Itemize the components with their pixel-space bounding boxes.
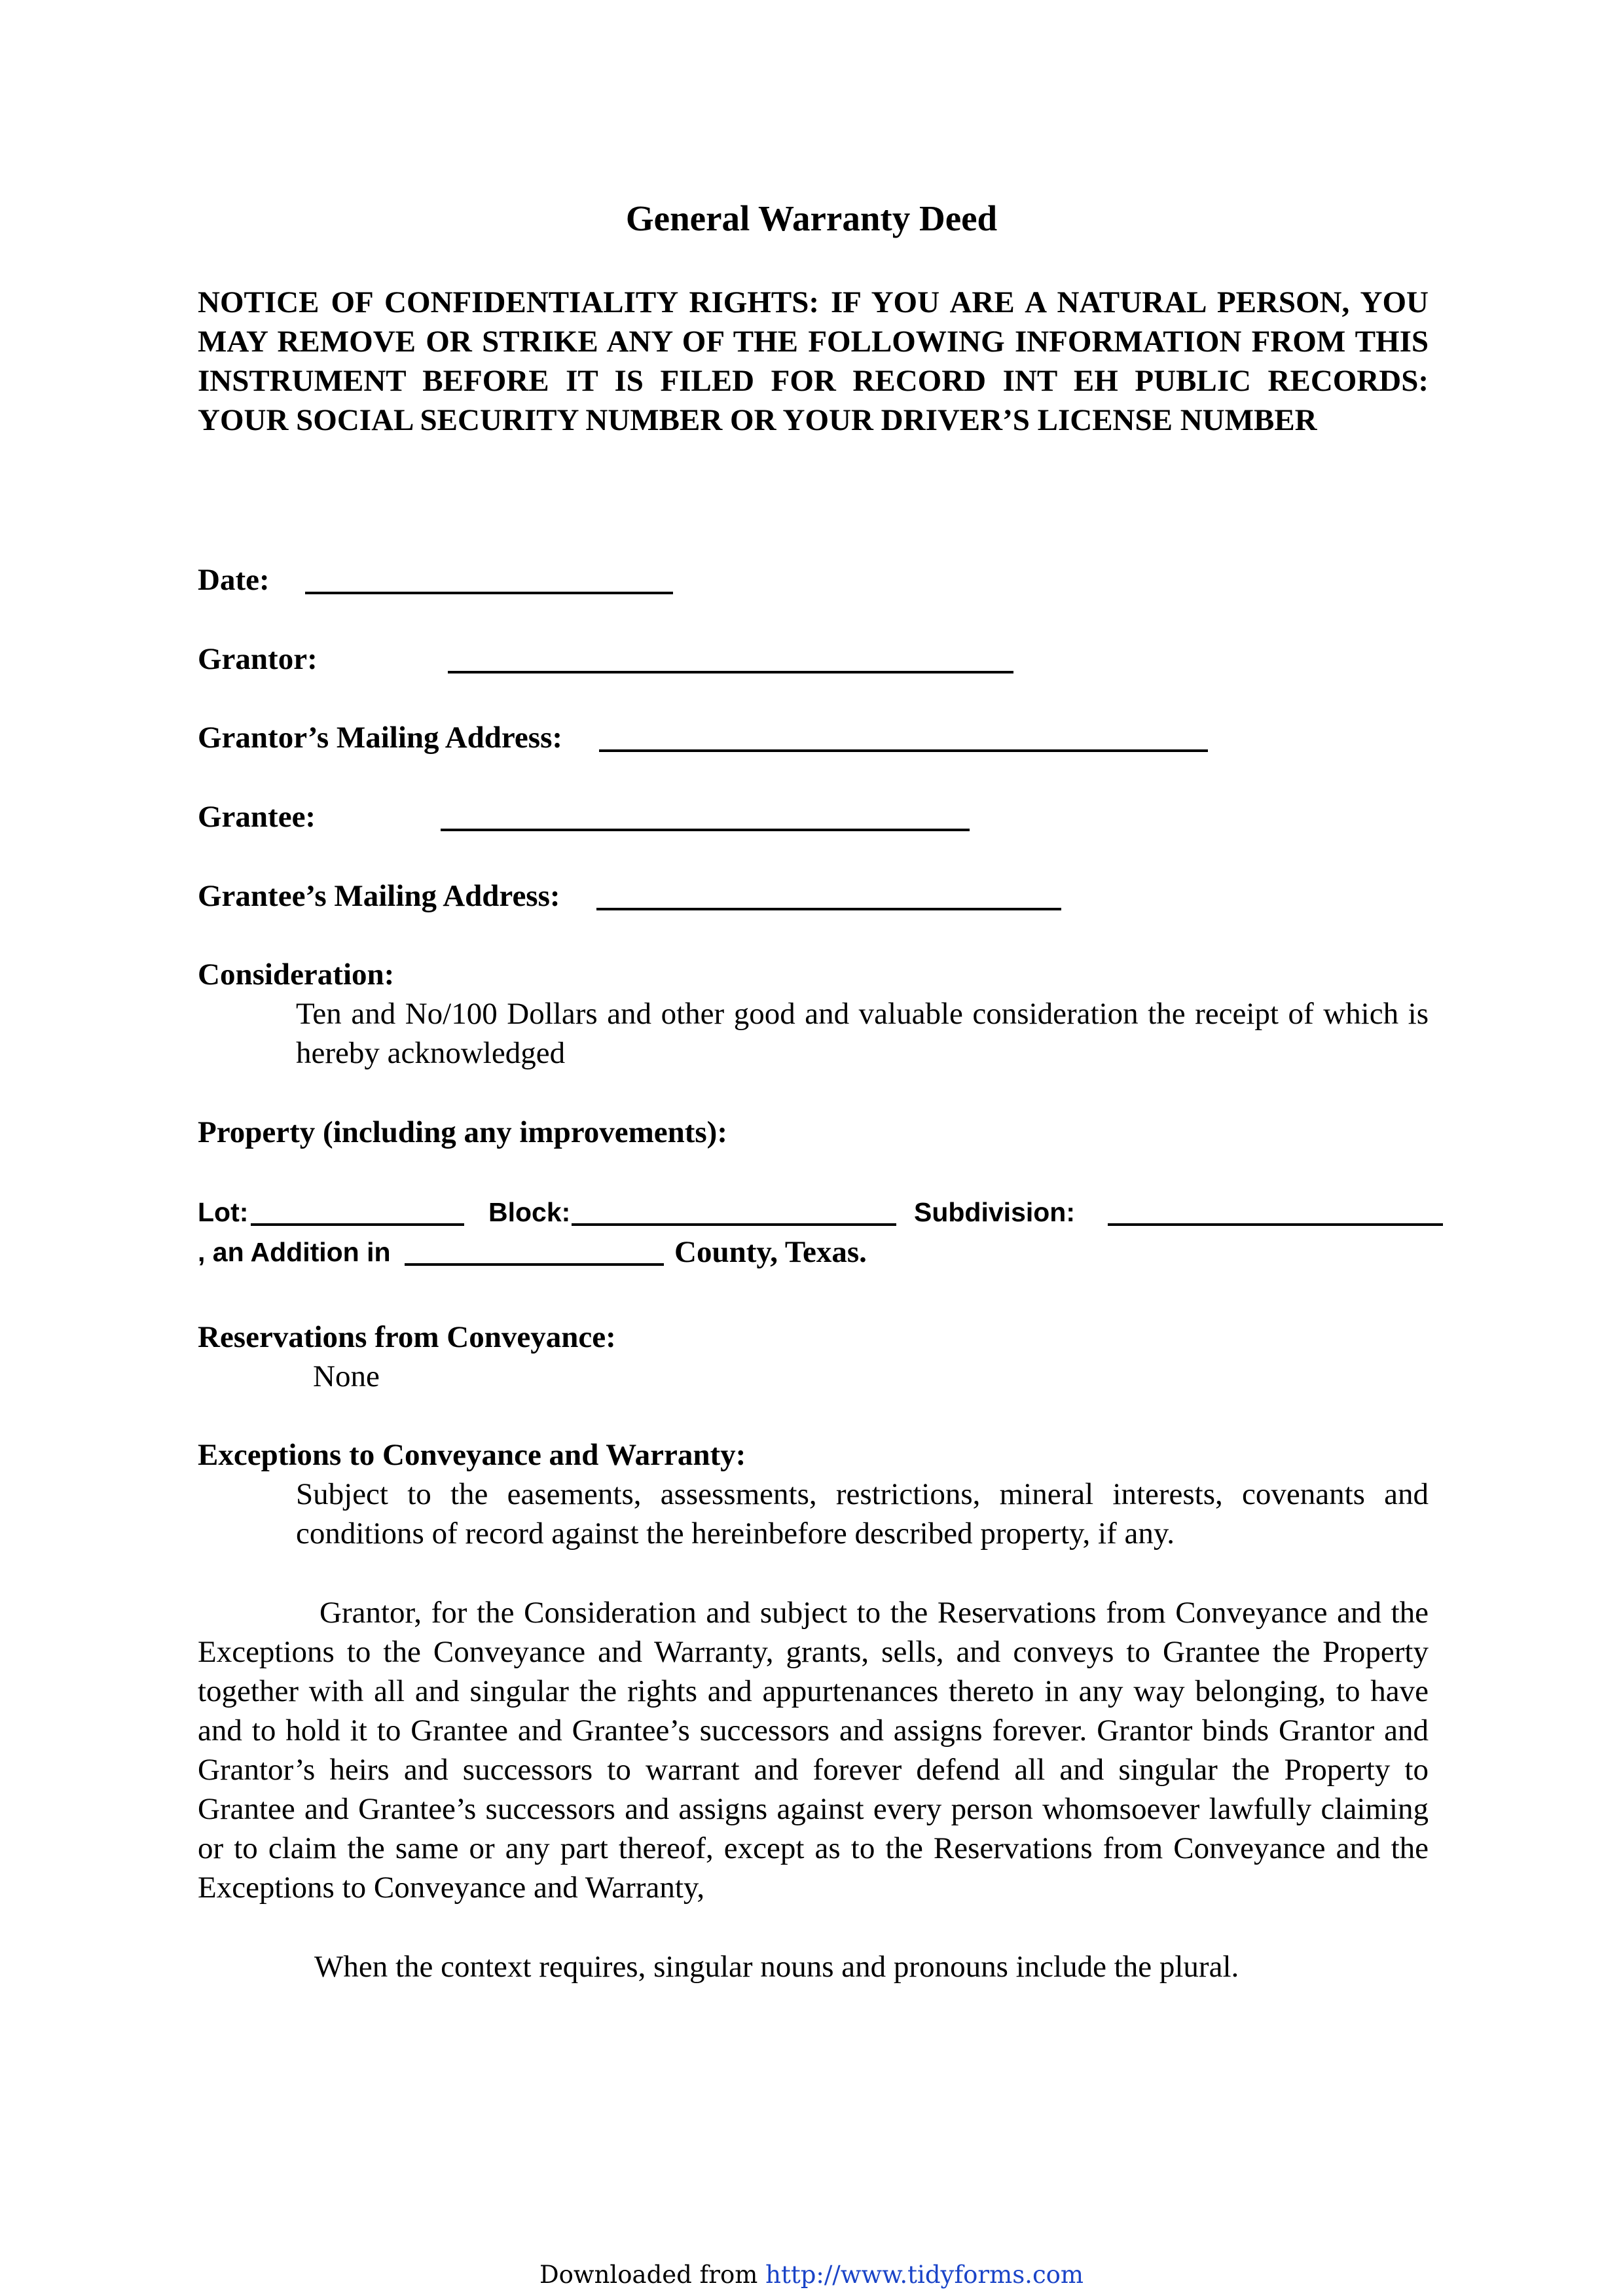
- grant-paragraph: Grantor, for the Consideration and subject to the Reservations from Conveyance and the Exceptions to the Conveyance and Warranty, grants, sells, and conveys to Grantee the Property together with all and singular the rights and appurtenances thereto in any way belonging, to have and to hold it to Grantee and Grantee’s successors and assigns forever. Grantor binds Grantor and Grantor’s heirs and successors to warrant and forever defend all and singular the Property to Grantee and Grantee’s successors and assigns against every person whomsoever lawfully claiming or to claim the same or any part thereof, except as to the Reservations from Conveyance and the Exceptions to Conveyance and Warranty,: [198, 1596, 1429, 1905]
- grantor-blank-line[interactable]: [448, 671, 1013, 673]
- block-blank-line[interactable]: [572, 1223, 896, 1226]
- grantee-address-blank-line[interactable]: [596, 908, 1061, 910]
- grantor-label: Grantor:: [198, 642, 318, 676]
- property-label: Property (including any improvements):: [198, 1115, 727, 1149]
- date-blank-line[interactable]: [305, 592, 673, 594]
- grantor-address-label: Grantor’s Mailing Address:: [198, 721, 563, 755]
- subdivision-blank-line[interactable]: [1108, 1223, 1443, 1226]
- lot-label: Lot:: [198, 1197, 249, 1227]
- confidentiality-notice: NOTICE OF CONFIDENTIALITY RIGHTS: IF YOU ARE A NATURAL PERSON, YOU MAY REMOVE OR STRIKE ANY OF THE FOLLOWING INFORMATION FROM THIS INSTRUMENT BEFORE IT IS FILED FOR RECORD INT EH PUBLIC RECORDS: YOUR SOCIAL SECURITY NUMBER OR YOUR DRIVER’S LICENSE NUMBER: [198, 285, 1429, 437]
- exceptions-text: Subject to the easements, assessments, restrictions, mineral interests, covenants and conditions of record against the hereinbefore described property, if any.: [296, 1477, 1429, 1551]
- reservations-label: Reservations from Conveyance:: [198, 1320, 616, 1354]
- county-text: County, Texas.: [674, 1235, 867, 1269]
- date-label: Date:: [198, 563, 270, 597]
- exceptions-label: Exceptions to Conveyance and Warranty:: [198, 1438, 746, 1472]
- document-title: General Warranty Deed: [625, 198, 998, 238]
- grantee-label: Grantee:: [198, 800, 316, 834]
- block-label: Block:: [488, 1197, 571, 1227]
- lot-blank-line[interactable]: [251, 1223, 464, 1226]
- consideration-label: Consideration:: [198, 958, 395, 992]
- tidyforms-link[interactable]: http://www.tidyforms.com: [765, 2261, 1084, 2289]
- county-blank-line[interactable]: [405, 1263, 664, 1266]
- grantee-blank-line[interactable]: [441, 829, 970, 831]
- download-footer: [0, 2259, 1623, 2291]
- reservations-text: None: [313, 1359, 380, 1393]
- grantor-address-blank-line[interactable]: [599, 749, 1208, 752]
- plural-clause: When the context requires, singular nouns and pronouns include the plural.: [314, 1950, 1239, 1984]
- footer-prefix: Downloaded from: [539, 2261, 758, 2289]
- consideration-text: Ten and No/100 Dollars and other good and valuable consideration the receipt of which is hereby acknowledged: [296, 997, 1429, 1070]
- subdivision-label: Subdivision:: [914, 1197, 1075, 1227]
- addition-label: , an Addition in: [198, 1237, 391, 1267]
- grantee-address-label: Grantee’s Mailing Address:: [198, 879, 560, 913]
